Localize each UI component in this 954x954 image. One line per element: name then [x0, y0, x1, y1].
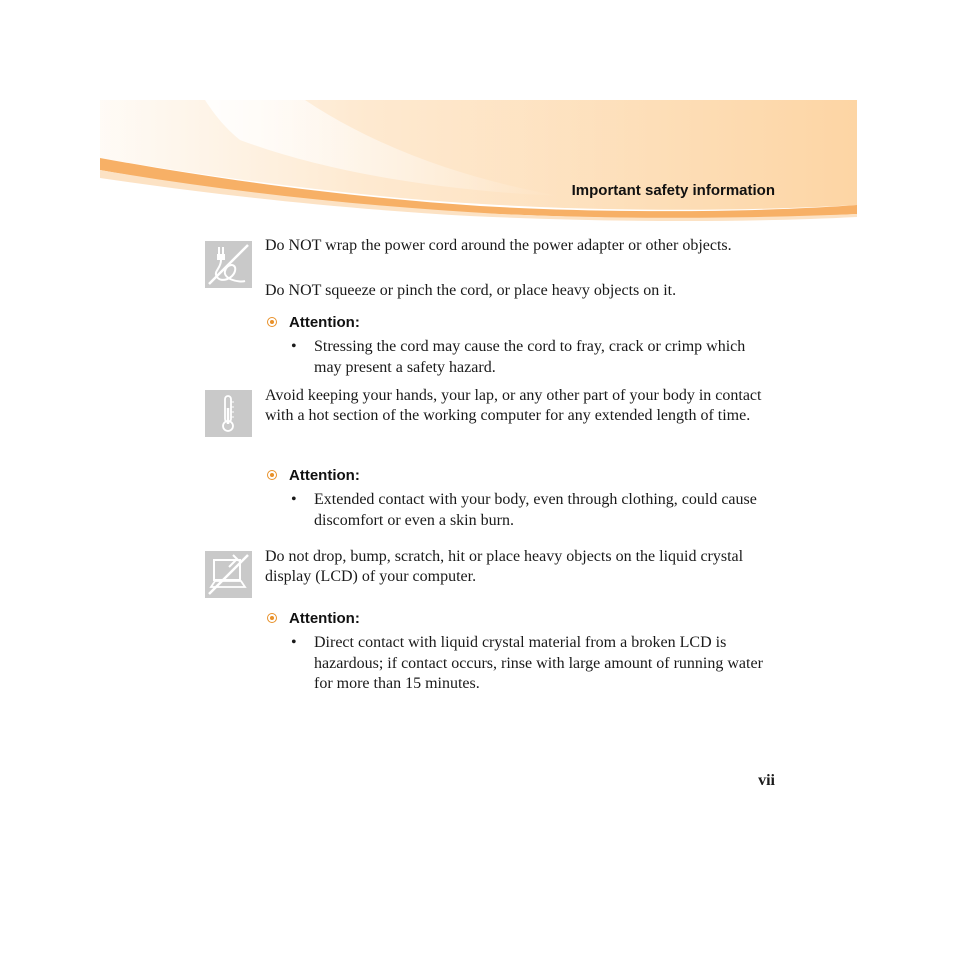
section-title: Important safety information	[571, 182, 775, 199]
attention-icon	[267, 613, 277, 623]
paragraph-lcd-care: Do not drop, bump, scratch, hit or place heavy objects on the liquid crystal display (LCD) of your computer.	[265, 548, 744, 585]
lcd-no-damage-icon	[205, 551, 252, 598]
cord-no-wrap-icon	[205, 241, 252, 288]
attention-icon	[267, 470, 277, 480]
attention-label: Attention:	[289, 609, 360, 627]
paragraph-cord-squeeze: Do NOT squeeze or pinch the cord, or place heavy objects on it.	[265, 282, 677, 299]
bullet-marker: •	[291, 338, 297, 355]
header-banner	[0, 0, 954, 230]
thermometer-icon	[205, 390, 252, 437]
bullet-marker: •	[291, 491, 297, 508]
bullet-cord-stress: Stressing the cord may cause the cord to fray, crack or crimp which may present a safety hazard.	[314, 338, 746, 376]
page-number: vii	[758, 772, 775, 789]
attention-heading	[267, 312, 360, 332]
attention-heading	[267, 465, 360, 485]
attention-label: Attention:	[289, 466, 360, 484]
bullet-marker: •	[291, 634, 297, 651]
bullet-skin-burn: Extended contact with your body, even through clothing, could cause discomfort or even a skin burn.	[314, 491, 757, 529]
paragraph-hot-section: Avoid keeping your hands, your lap, or any other part of your body in contact with a hot section of the working computer for any extended length of time.	[265, 387, 762, 424]
paragraph-cord-wrap: Do NOT wrap the power cord around the power adapter or other objects.	[265, 237, 732, 254]
attention-heading	[267, 608, 360, 628]
attention-label: Attention:	[289, 313, 360, 331]
attention-icon	[267, 317, 277, 327]
bullet-lcd-hazard: Direct contact with liquid crystal material from a broken LCD is hazardous; if contact occurs, rinse with large amount of running water for more than 15 minutes.	[314, 634, 763, 692]
